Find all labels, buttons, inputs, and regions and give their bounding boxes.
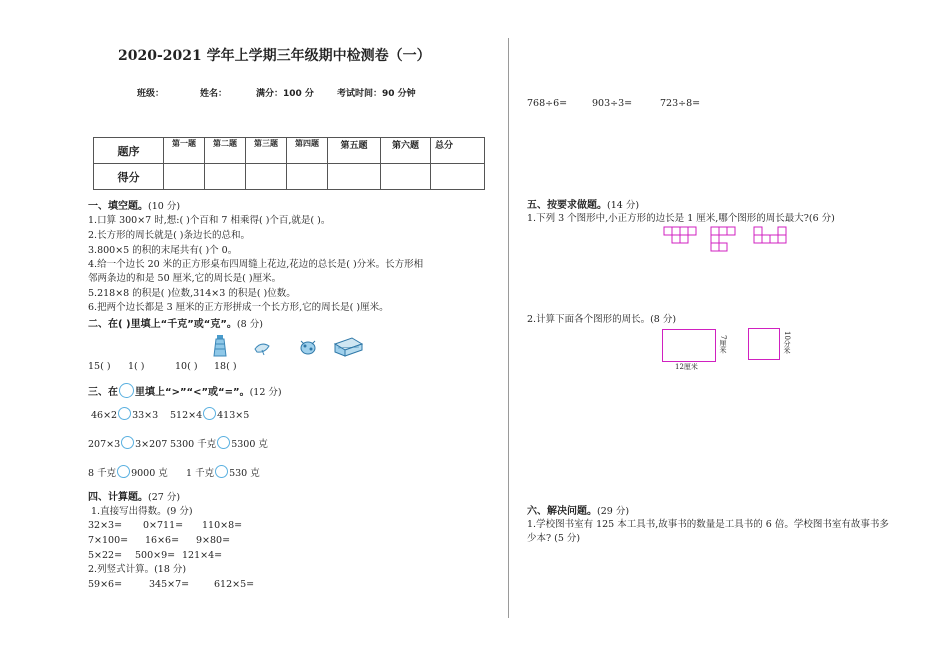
score-header-cell: 第四题 [287,138,328,164]
s5-question-1: 1.下列 3 个图形中,小正方形的边长是 1 厘米,哪个图形的周长最大?(6 分) [527,213,835,224]
oral-calc: 5×22= [88,550,123,561]
score-header-cell: 题序 [94,138,164,164]
score-header-cell: 第六题 [381,138,431,164]
score-input-cell[interactable] [431,164,485,190]
column-divider [508,38,509,618]
grid-figure-3 [753,226,789,244]
compare-blank[interactable] [117,465,130,478]
s4-sub1: 1.直接写出得数。(9 分) [91,506,193,517]
section6-heading: 六、解决问题。(29 分) [527,506,630,517]
score-input-cell[interactable] [164,164,205,190]
s6-question-1: 1.学校图书室有 125 本工具书,故事书的数量是工具书的 6 倍。学校图书室有故事书多 [527,519,889,530]
section4-heading: 四、计算题。(27 分) [88,492,181,503]
score-header-cell: 第五题 [328,138,381,164]
score-header-cell: 第三题 [246,138,287,164]
section1-heading: 一、填空题。(10 分) [88,201,181,212]
vertical-calc: 345×7= [149,579,190,590]
s4-sub2: 2.列竖式计算。(18 分) [88,564,187,575]
exam-time: 考试时间：90 分钟 [337,89,416,99]
compare-item: 512×4 413×5 [170,407,249,422]
s6-question-1-cont: 少本? (5 分) [527,533,581,544]
page-title: 2020-2021 学年上学期三年级期中检测卷（一） [118,48,431,64]
s1-item-2: 2.长方形的周长就是( )条边长的总和。 [88,230,250,241]
compare-blank[interactable] [217,436,230,449]
compare-blank[interactable] [203,407,216,420]
rectangle-figure [662,329,716,362]
compare-blank[interactable] [118,407,131,420]
name-label: 姓名： [200,89,228,99]
grid-figure-1 [663,226,699,244]
score-input-cell[interactable] [381,164,431,190]
section3-heading: 三、在 里填上“>”“<”或“=”。(12 分) [88,383,282,399]
oral-calc: 500×9= [135,550,176,561]
full-marks: 满分：100 分 [256,89,314,99]
s1-item-4: 4.给一个边长 20 米的正方形桌布四周缝上花边,花边的总长是( )分米。长方形相 [88,259,424,270]
oral-calc: 7×100= [88,535,129,546]
section2-heading: 二、在( )里填上“千克”或“克”。(8 分) [88,319,263,330]
ladybug-icon [298,338,318,356]
oral-calc: 110×8= [202,520,243,531]
bottle-icon [212,334,228,358]
compare-item: 207×3 3×207 [88,436,167,451]
compare-blank[interactable] [121,436,134,449]
s1-item-3: 3.800×5 的积的末尾共有( )个 0。 [88,245,238,256]
leaf-icon [253,340,271,356]
class-label: 班级： [137,89,165,99]
score-row-label: 得分 [94,164,164,190]
oral-calc: 121×4= [182,550,223,561]
score-table [93,137,485,190]
s5-question-2: 2.计算下面各个图形的周长。(8 分) [527,314,677,325]
square-figure [748,328,780,360]
bricks-icon [332,335,364,357]
oral-calc: 0×711= [143,520,184,531]
square-side-label: 10分米 [783,331,791,354]
compare-item: 8 千克 9000 克 [88,465,168,480]
s1-item-1: 1.口算 300×7 时,想:( )个百和 7 相乘得( )个百,就是( )。 [88,215,331,226]
vertical-calc: 768÷6= [527,98,568,109]
oral-calc: 9×80= [196,535,231,546]
s2-answer-3[interactable]: 10( ) [175,361,198,372]
score-header-cell: 第二题 [205,138,246,164]
rect-height-label: 7厘米 [719,335,727,354]
score-header-cell: 第一题 [164,138,205,164]
oral-calc: 32×3= [88,520,123,531]
score-value-row [94,164,485,190]
vertical-calc: 612×5= [214,579,255,590]
score-input-cell[interactable] [246,164,287,190]
compare-circle-icon [119,383,134,398]
oral-calc: 16×6= [145,535,180,546]
compare-item: 1 千克 530 克 [186,465,260,480]
vertical-calc: 59×6= [88,579,123,590]
grid-figure-2 [710,226,738,252]
s2-answer-4[interactable]: 18( ) [214,361,237,372]
compare-item: 5300 千克 5300 克 [170,436,268,451]
s2-answer-1[interactable]: 15( ) [88,361,111,372]
compare-blank[interactable] [215,465,228,478]
s2-answer-2[interactable]: 1( ) [128,361,145,372]
compare-item: 46×2 33×3 [91,407,158,422]
score-input-cell[interactable] [205,164,246,190]
score-input-cell[interactable] [328,164,381,190]
s1-item-4-cont: 邻两条边的和是 50 厘米,它的周长是( )厘米。 [88,273,282,284]
score-header-row [94,138,485,164]
vertical-calc: 903÷3= [592,98,633,109]
section5-heading: 五、按要求做题。(14 分) [527,200,640,211]
s1-item-5: 5.218×8 的积是( )位数,314×3 的积是( )位数。 [88,288,296,299]
s1-item-6: 6.把两个边长都是 3 厘米的正方形拼成一个长方形,它的周长是( )厘米。 [88,302,389,313]
rect-width-label: 12厘米 [675,363,698,371]
score-header-cell: 总分 [431,138,485,164]
score-input-cell[interactable] [287,164,328,190]
vertical-calc: 723÷8= [660,98,701,109]
